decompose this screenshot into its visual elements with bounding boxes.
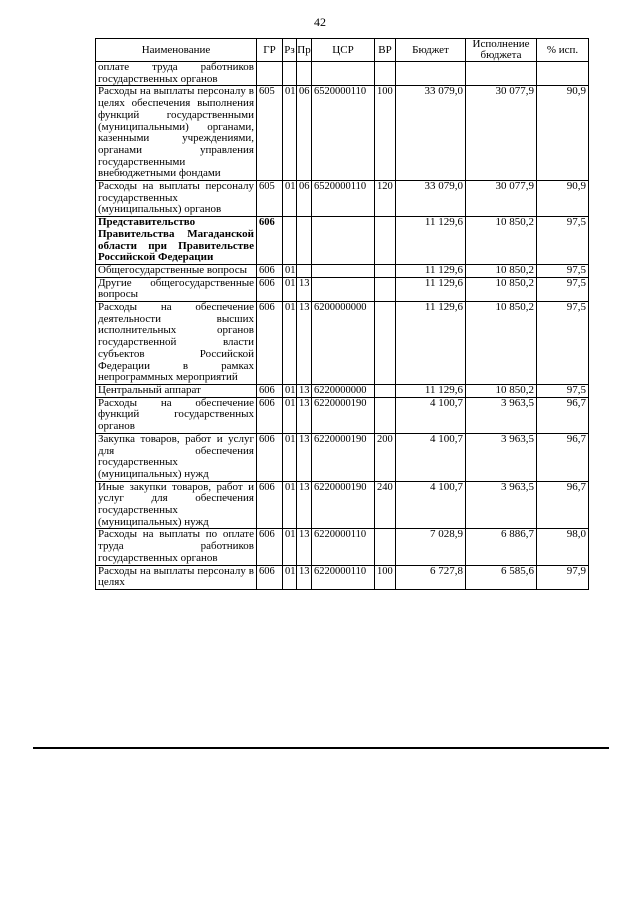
cell-rz: 01 (283, 264, 297, 277)
cell-gr: 605 (257, 181, 283, 217)
cell-execution: 10 850,2 (466, 217, 537, 265)
cell-budget: 6 727,8 (396, 565, 466, 589)
cell-budget: 33 079,0 (396, 86, 466, 181)
cell-budget: 11 129,6 (396, 302, 466, 385)
cell-csr (312, 264, 375, 277)
cell-vr (375, 529, 396, 565)
cell-rz: 01 (283, 397, 297, 433)
cell-vr (375, 397, 396, 433)
cell-gr: 606 (257, 565, 283, 589)
cell-pct: 97,5 (537, 277, 589, 301)
table-row (96, 217, 589, 265)
cell-budget: 7 028,9 (396, 529, 466, 565)
cell-vr: 200 (375, 433, 396, 481)
cell-gr: 606 (257, 264, 283, 277)
cell-pr: 13 (297, 302, 312, 385)
cell-execution: 30 077,9 (466, 86, 537, 181)
cell-execution: 6 886,7 (466, 529, 537, 565)
table-row (96, 181, 589, 217)
cell-name: Расходы на выплаты персоналу в целях (96, 565, 257, 589)
header-name: Наименование (96, 39, 257, 62)
cell-csr: 6220000190 (312, 481, 375, 529)
table-row (96, 302, 589, 385)
header-vr: ВР (375, 39, 396, 62)
table-row (96, 264, 589, 277)
cell-name: Другие общегосударственные вопросы (96, 277, 257, 301)
cell-name: Общегосударственные вопросы (96, 264, 257, 277)
header-budget: Бюджет (396, 39, 466, 62)
cell-name: Закупка товаров, работ и услуг для обеспечения государственных (муниципальных) нужд (96, 433, 257, 481)
table-header-row (96, 39, 589, 62)
cell-rz: 01 (283, 529, 297, 565)
cell-pct: 96,7 (537, 433, 589, 481)
cell-pct (537, 62, 589, 86)
cell-pct: 90,9 (537, 181, 589, 217)
cell-name: Центральный аппарат (96, 384, 257, 397)
cell-execution: 3 963,5 (466, 397, 537, 433)
cell-rz: 01 (283, 565, 297, 589)
cell-pr: 13 (297, 529, 312, 565)
cell-budget: 4 100,7 (396, 433, 466, 481)
cell-pr: 13 (297, 481, 312, 529)
cell-rz (283, 217, 297, 265)
cell-vr (375, 277, 396, 301)
cell-vr: 100 (375, 86, 396, 181)
cell-budget: 11 129,6 (396, 264, 466, 277)
cell-vr: 120 (375, 181, 396, 217)
table-row (96, 397, 589, 433)
cell-execution: 10 850,2 (466, 302, 537, 385)
header-pct: % исп. (537, 39, 589, 62)
cell-rz: 01 (283, 277, 297, 301)
cell-execution: 6 585,6 (466, 565, 537, 589)
cell-name: Расходы на выплаты персоналу в целях обеспечения выполнения функций государственными (муниципальными) органами, казенными учреждениями, органами управления государственными внебюджетными фондами (96, 86, 257, 181)
cell-pct: 98,0 (537, 529, 589, 565)
table-row (96, 384, 589, 397)
cell-vr (375, 62, 396, 86)
cell-pr: 13 (297, 565, 312, 589)
cell-pct: 90,9 (537, 86, 589, 181)
cell-budget: 11 129,6 (396, 384, 466, 397)
cell-gr (257, 62, 283, 86)
cell-pr: 06 (297, 181, 312, 217)
cell-name: Расходы на выплаты персоналу государственных (муниципальных) органов (96, 181, 257, 217)
cell-vr (375, 264, 396, 277)
cell-budget: 11 129,6 (396, 217, 466, 265)
cell-rz: 01 (283, 181, 297, 217)
cell-pr: 13 (297, 384, 312, 397)
bottom-divider (33, 747, 609, 749)
cell-name: Расходы на обеспечение деятельности высших исполнительных органов государственной власти субъектов Российской Федерации в рамках непрограммных мероприятий (96, 302, 257, 385)
cell-rz: 01 (283, 481, 297, 529)
cell-pr (297, 217, 312, 265)
cell-pr (297, 264, 312, 277)
table-row (96, 433, 589, 481)
header-execution: Исполнение бюджета (466, 39, 537, 62)
cell-rz: 01 (283, 302, 297, 385)
cell-execution: 3 963,5 (466, 481, 537, 529)
cell-pct: 97,5 (537, 217, 589, 265)
cell-execution: 30 077,9 (466, 181, 537, 217)
cell-pr: 06 (297, 86, 312, 181)
page-number: 42 (314, 15, 326, 29)
cell-name: Представительство Правительства Магаданской области при Правительстве Российской Федерации (96, 217, 257, 265)
header-gr: ГР (257, 39, 283, 62)
table-row (96, 565, 589, 589)
cell-budget: 4 100,7 (396, 481, 466, 529)
cell-execution: 10 850,2 (466, 277, 537, 301)
table-row (96, 86, 589, 181)
cell-pr: 13 (297, 433, 312, 481)
cell-execution: 10 850,2 (466, 384, 537, 397)
cell-gr: 606 (257, 384, 283, 397)
cell-gr: 606 (257, 397, 283, 433)
table-row (96, 481, 589, 529)
cell-csr: 6520000110 (312, 181, 375, 217)
header-csr: ЦСР (312, 39, 375, 62)
cell-budget: 4 100,7 (396, 397, 466, 433)
table-row (96, 277, 589, 301)
cell-budget: 11 129,6 (396, 277, 466, 301)
table-row (96, 529, 589, 565)
cell-csr (312, 62, 375, 86)
cell-name: Расходы на выплаты по оплате труда работников государственных органов (96, 529, 257, 565)
cell-vr: 240 (375, 481, 396, 529)
budget-execution-table (95, 38, 589, 590)
header-rz: Рз (283, 39, 297, 62)
cell-csr: 6220000190 (312, 433, 375, 481)
cell-gr: 606 (257, 277, 283, 301)
cell-vr: 100 (375, 565, 396, 589)
cell-pct: 97,5 (537, 302, 589, 385)
cell-gr: 606 (257, 433, 283, 481)
cell-gr: 605 (257, 86, 283, 181)
cell-csr (312, 217, 375, 265)
cell-rz: 01 (283, 86, 297, 181)
table-row (96, 62, 589, 86)
cell-csr (312, 277, 375, 301)
cell-pr: 13 (297, 277, 312, 301)
cell-csr: 6220000190 (312, 397, 375, 433)
cell-csr: 6520000110 (312, 86, 375, 181)
cell-vr (375, 217, 396, 265)
cell-name: оплате труда работников государственных органов (96, 62, 257, 86)
cell-gr: 606 (257, 302, 283, 385)
cell-gr: 606 (257, 481, 283, 529)
table-body (96, 62, 589, 590)
cell-gr: 606 (257, 217, 283, 265)
cell-pct: 96,7 (537, 481, 589, 529)
cell-vr (375, 302, 396, 385)
cell-budget (396, 62, 466, 86)
cell-pr (297, 62, 312, 86)
cell-csr: 6220000110 (312, 529, 375, 565)
cell-gr: 606 (257, 529, 283, 565)
cell-name: Иные закупки товаров, работ и услуг для обеспечения государственных (муниципальных) нужд (96, 481, 257, 529)
cell-execution: 10 850,2 (466, 264, 537, 277)
cell-pct: 97,9 (537, 565, 589, 589)
cell-pct: 97,5 (537, 264, 589, 277)
cell-vr (375, 384, 396, 397)
cell-csr: 6220000000 (312, 384, 375, 397)
cell-execution (466, 62, 537, 86)
cell-rz: 01 (283, 433, 297, 481)
cell-pct: 96,7 (537, 397, 589, 433)
cell-csr: 6220000110 (312, 565, 375, 589)
cell-budget: 33 079,0 (396, 181, 466, 217)
cell-csr: 6200000000 (312, 302, 375, 385)
cell-rz (283, 62, 297, 86)
cell-pr: 13 (297, 397, 312, 433)
cell-name: Расходы на обеспечение функций государственных органов (96, 397, 257, 433)
cell-execution: 3 963,5 (466, 433, 537, 481)
header-pr: Пр (297, 39, 312, 62)
cell-pct: 97,5 (537, 384, 589, 397)
cell-rz: 01 (283, 384, 297, 397)
